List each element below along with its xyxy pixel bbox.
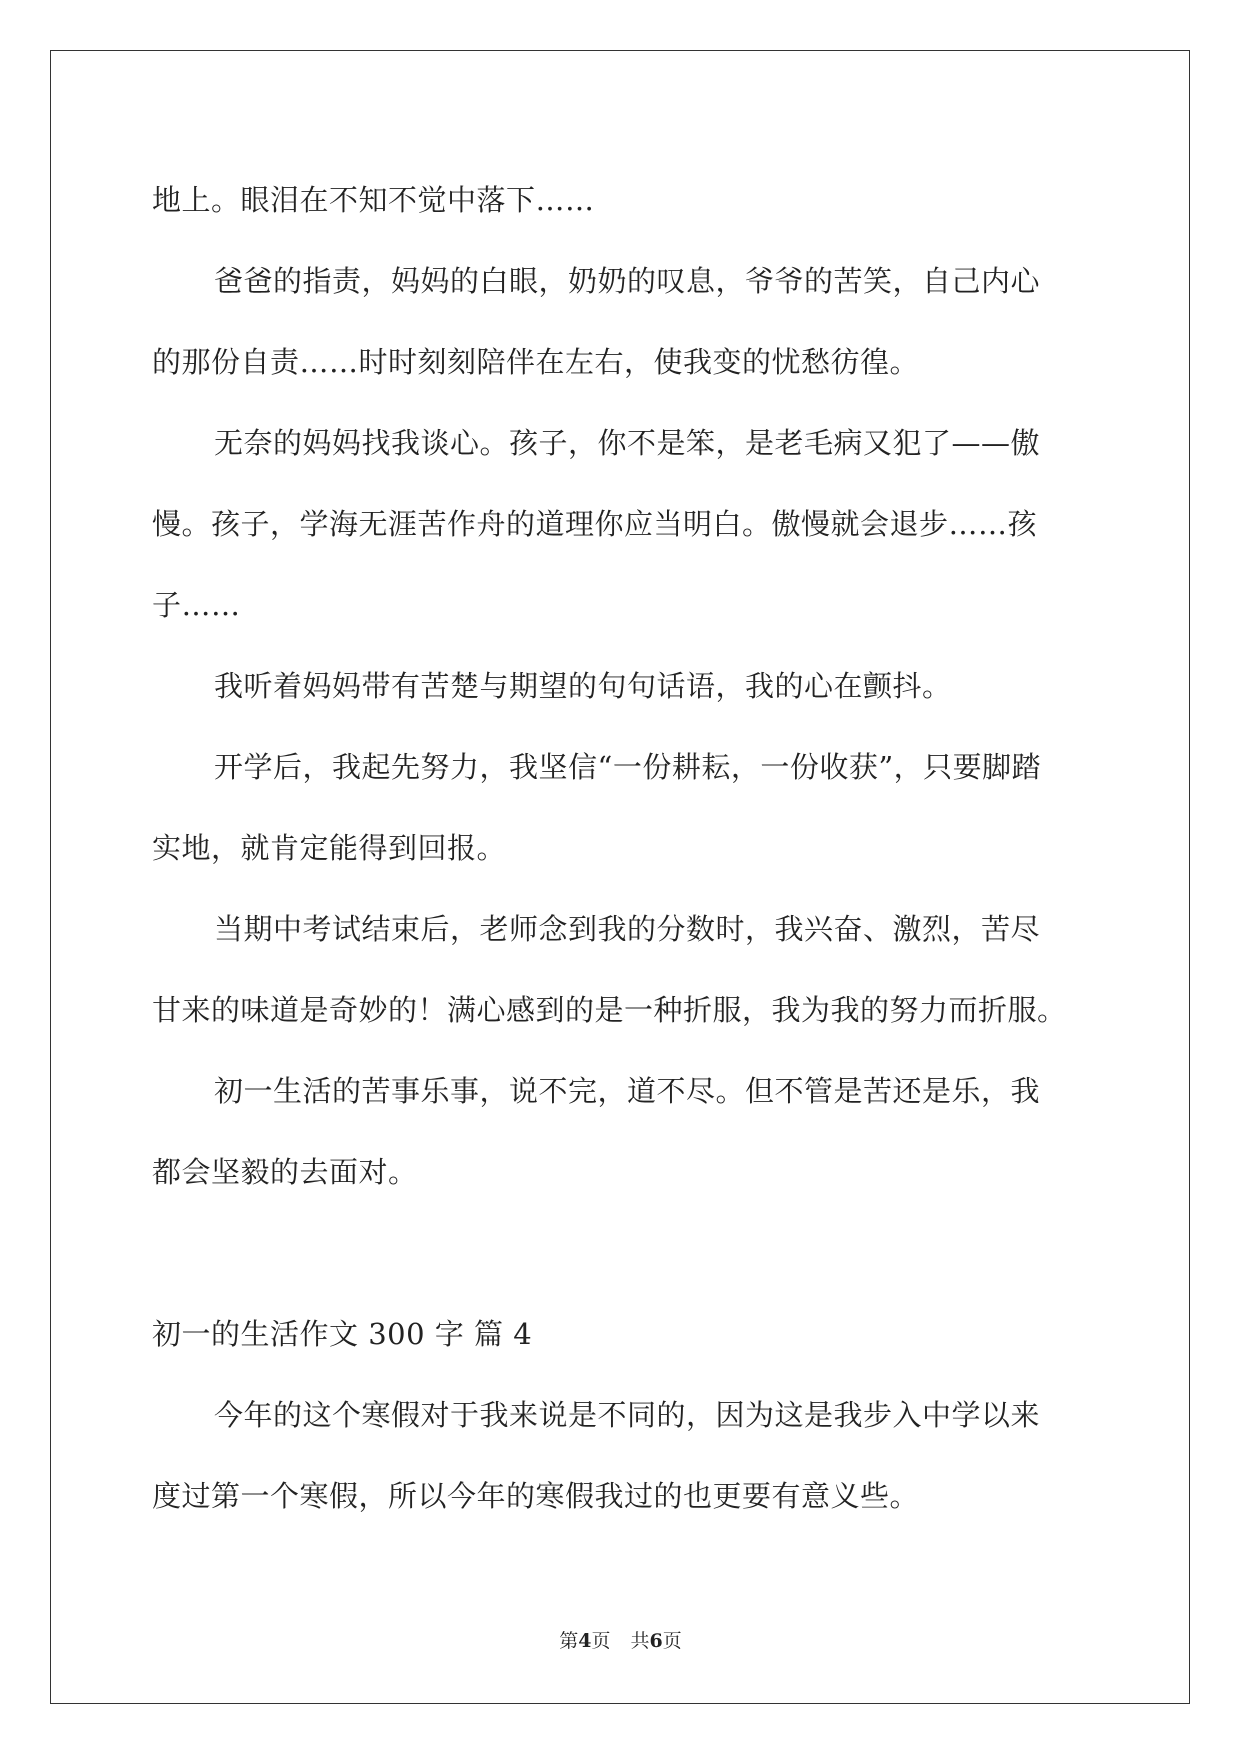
text-line: 的那份自责……时时刻刻陪伴在左右，使我变的忧愁彷徨。 — [152, 345, 920, 379]
text-line: 当期中考试结束后，老师念到我的分数时，我兴奋、激烈，苦尽 — [214, 912, 1041, 946]
text-line: 子…… — [152, 588, 241, 622]
total-suffix: 页 — [662, 1630, 682, 1652]
text-line: 甘来的味道是奇妙的！满心感到的是一种折服，我为我的努力而折服。 — [152, 993, 1067, 1027]
page-total: 6 — [649, 1630, 663, 1652]
page-suffix: 页 — [591, 1630, 611, 1652]
text-line: 初一生活的苦事乐事，说不完，道不尽。但不管是苦还是乐，我 — [214, 1074, 1041, 1108]
section-heading: 初一的生活作文 300 字 篇 4 — [152, 1317, 533, 1351]
text-line: 地上。眼泪在不知不觉中落下…… — [152, 183, 595, 217]
text-line: 度过第一个寒假，所以今年的寒假我过的也更要有意义些。 — [152, 1479, 920, 1513]
text-line: 我听着妈妈带有苦楚与期望的句句话语，我的心在颤抖。 — [214, 669, 952, 703]
total-prefix: 共 — [630, 1630, 650, 1652]
page-prefix: 第 — [559, 1630, 579, 1652]
text-line: 爸爸的指责，妈妈的白眼，奶奶的叹息，爷爷的苦笑，自己内心 — [214, 264, 1041, 298]
document-body — [152, 160, 1088, 1537]
text-line: 都会坚毅的去面对。 — [152, 1155, 418, 1189]
page-current: 4 — [578, 1630, 592, 1652]
text-line: 实地，就肯定能得到回报。 — [152, 831, 507, 865]
text-line: 无奈的妈妈找我谈心。孩子，你不是笨，是老毛病又犯了——傲 — [214, 426, 1041, 460]
text-line: 慢。孩子，学海无涯苦作舟的道理你应当明白。傲慢就会退步……孩 — [152, 507, 1038, 541]
text-line: 开学后，我起先努力，我坚信“一份耕耘，一份收获”，只要脚踏 — [214, 750, 1042, 784]
page-footer — [0, 1626, 1241, 1653]
text-line: 今年的这个寒假对于我来说是不同的，因为这是我步入中学以来 — [214, 1398, 1041, 1432]
